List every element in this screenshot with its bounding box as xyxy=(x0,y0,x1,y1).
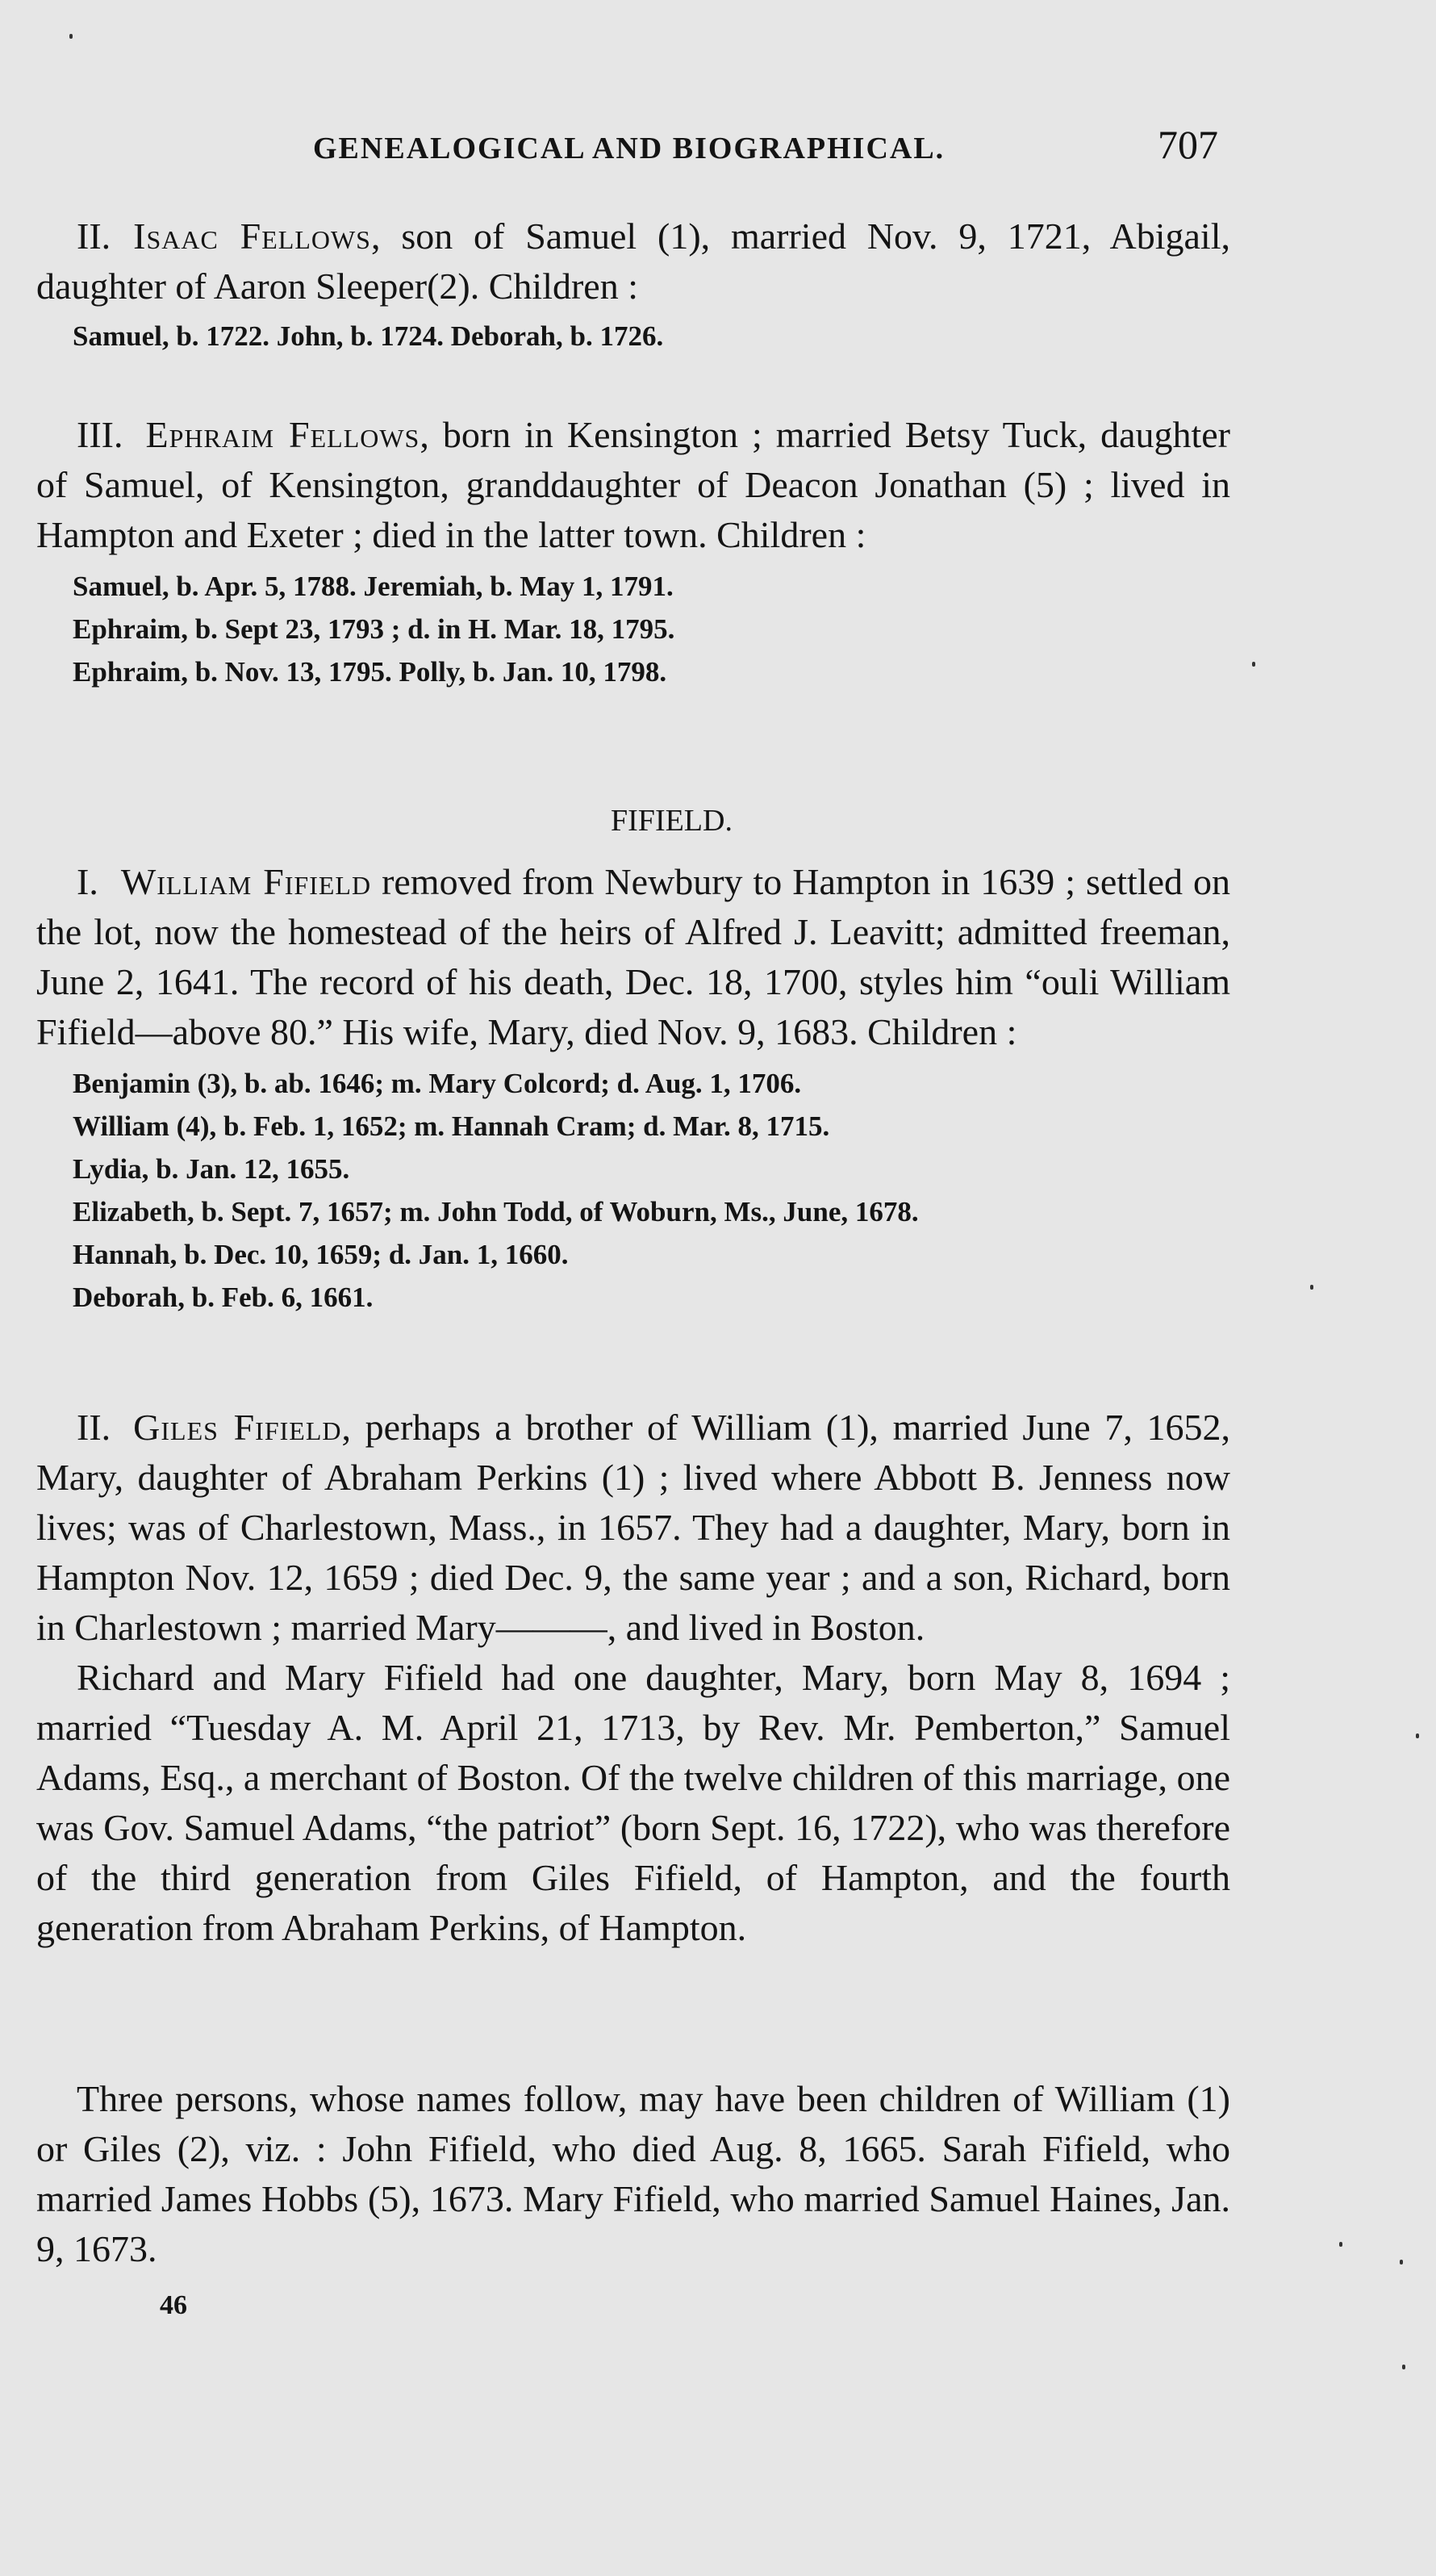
children-list xyxy=(36,565,1230,693)
entry-text: , born in Kensington ; married Betsy Tuck, daughter of Samuel, of Kensington, granddaughter of Deacon Jonathan (5) ; lived in Hampton and Exeter ; died in the latter town. Children : xyxy=(36,414,1230,555)
entry-william-fifield xyxy=(36,857,1230,1319)
entry-name: Giles Fifield xyxy=(133,1407,342,1448)
entry-text: , perhaps a brother of William (1), married June 7, 1652, Mary, daughter of Abraham Perkins (1) ; lived where Abbott B. Jenness now lives; was of Charlestown, Mass., in 1657. They had a daughter, Mary, born in Hampton Nov. 12, 1659 ; died Dec. 9, the same year ; and a son, Richard, born in Charlestown ; married Mary———, and lived in Boston. xyxy=(36,1407,1231,1648)
paragraph-three-persons xyxy=(36,2074,1230,2274)
entry-numeral: II. xyxy=(77,215,111,257)
child-item: Elizabeth, b. Sept. 7, 1657; m. John Todd, of Woburn, Ms., June, 1678. xyxy=(73,1196,919,1227)
child-item: William (4), b. Feb. 1, 1652; m. Hannah Cram; d. Mar. 8, 1715. xyxy=(73,1110,830,1142)
scan-speck xyxy=(1400,2260,1403,2264)
entry-name: William Fifield xyxy=(120,861,372,902)
entry-numeral: I. xyxy=(77,861,98,902)
entry-name: Ephraim Fellows xyxy=(145,414,420,455)
entry-isaac-fellows xyxy=(36,211,1230,358)
entry-paragraph xyxy=(36,410,1230,560)
child-item: Samuel, b. 1722. John, b. 1724. Deborah, b. 1726. xyxy=(73,320,664,352)
scan-speck xyxy=(1252,662,1255,667)
paragraph-text: Three persons, whose names follow, may have been children of William (1) or Giles (2), viz. : John Fifield, who died Aug. 8, 1665. Sarah Fifield, who married James Hobbs (5), 1673. Mary Fifield, who married Samuel Haines, Jan. 9, 1673. xyxy=(36,2078,1230,2269)
entry-numeral: III. xyxy=(77,414,123,455)
entry-paragraph xyxy=(36,211,1230,312)
entry-ephraim-fellows xyxy=(36,410,1230,693)
entry-text: , son of Samuel (1), married Nov. 9, 1721, Abigail, daughter of Aaron Sleeper(2). Children : xyxy=(36,215,1230,307)
entry-paragraph xyxy=(36,1403,1230,1653)
scan-speck xyxy=(1402,2365,1405,2369)
scan-speck xyxy=(1339,2242,1342,2247)
signature-mark: 46 xyxy=(160,2290,187,2320)
running-head xyxy=(0,121,1436,178)
entry-text: removed from Newbury to Hampton in 1639 ; settled on the lot, now the homestead of the heirs of Alfred J. Leavitt; admitted freeman, June 2, 1641. The record of his death, Dec. 18, 1700, styles him “ouli William Fifield—above 80.” His wife, Mary, died Nov. 9, 1683. Children : xyxy=(36,861,1231,1052)
child-item: Ephraim, b. Nov. 13, 1795. Polly, b. Jan. 10, 1798. xyxy=(73,656,667,688)
child-item: Samuel, b. Apr. 5, 1788. Jeremiah, b. May 1, 1791. xyxy=(73,571,674,602)
scan-speck xyxy=(1310,1285,1313,1290)
entry-name: Isaac Fellows xyxy=(133,215,371,257)
section-heading-fifield: FIFIELD. xyxy=(611,804,733,838)
entry-paragraph xyxy=(36,857,1230,1057)
scan-speck xyxy=(69,34,73,39)
children-list xyxy=(36,1062,1230,1319)
running-title: GENEALOGICAL AND BIOGRAPHICAL. xyxy=(313,132,946,165)
paragraph-richard-and-mary: Richard and Mary Fifield had one daughter, Mary, born May 8, 1694 ; married “Tuesday A. M. April 21, 1713, by Rev. Mr. Pemberton,” Samuel Adams, Esq., a merchant of Boston. Of the twelve children of this marriage, one was Gov. Samuel Adams, “the patriot” (born Sept. 16, 1722), who was therefore of the third generation from Giles Fifield, of Hampton, and the fourth generation from Abraham Perkins, of Hampton. xyxy=(36,1657,1230,1948)
child-item: Hannah, b. Dec. 10, 1659; d. Jan. 1, 1660. xyxy=(73,1239,569,1270)
entry-giles-fifield xyxy=(36,1403,1230,1953)
entry-numeral: II. xyxy=(77,1407,111,1448)
child-item: Deborah, b. Feb. 6, 1661. xyxy=(73,1282,374,1313)
child-item: Lydia, b. Jan. 12, 1655. xyxy=(73,1153,350,1185)
children-list xyxy=(36,315,1230,358)
child-item: Benjamin (3), b. ab. 1646; m. Mary Colcord; d. Aug. 1, 1706. xyxy=(73,1068,802,1099)
page-number: 707 xyxy=(1158,122,1218,167)
child-item: Ephraim, b. Sept 23, 1793 ; d. in H. Mar. 18, 1795. xyxy=(73,613,675,645)
scan-speck xyxy=(1416,1733,1419,1738)
